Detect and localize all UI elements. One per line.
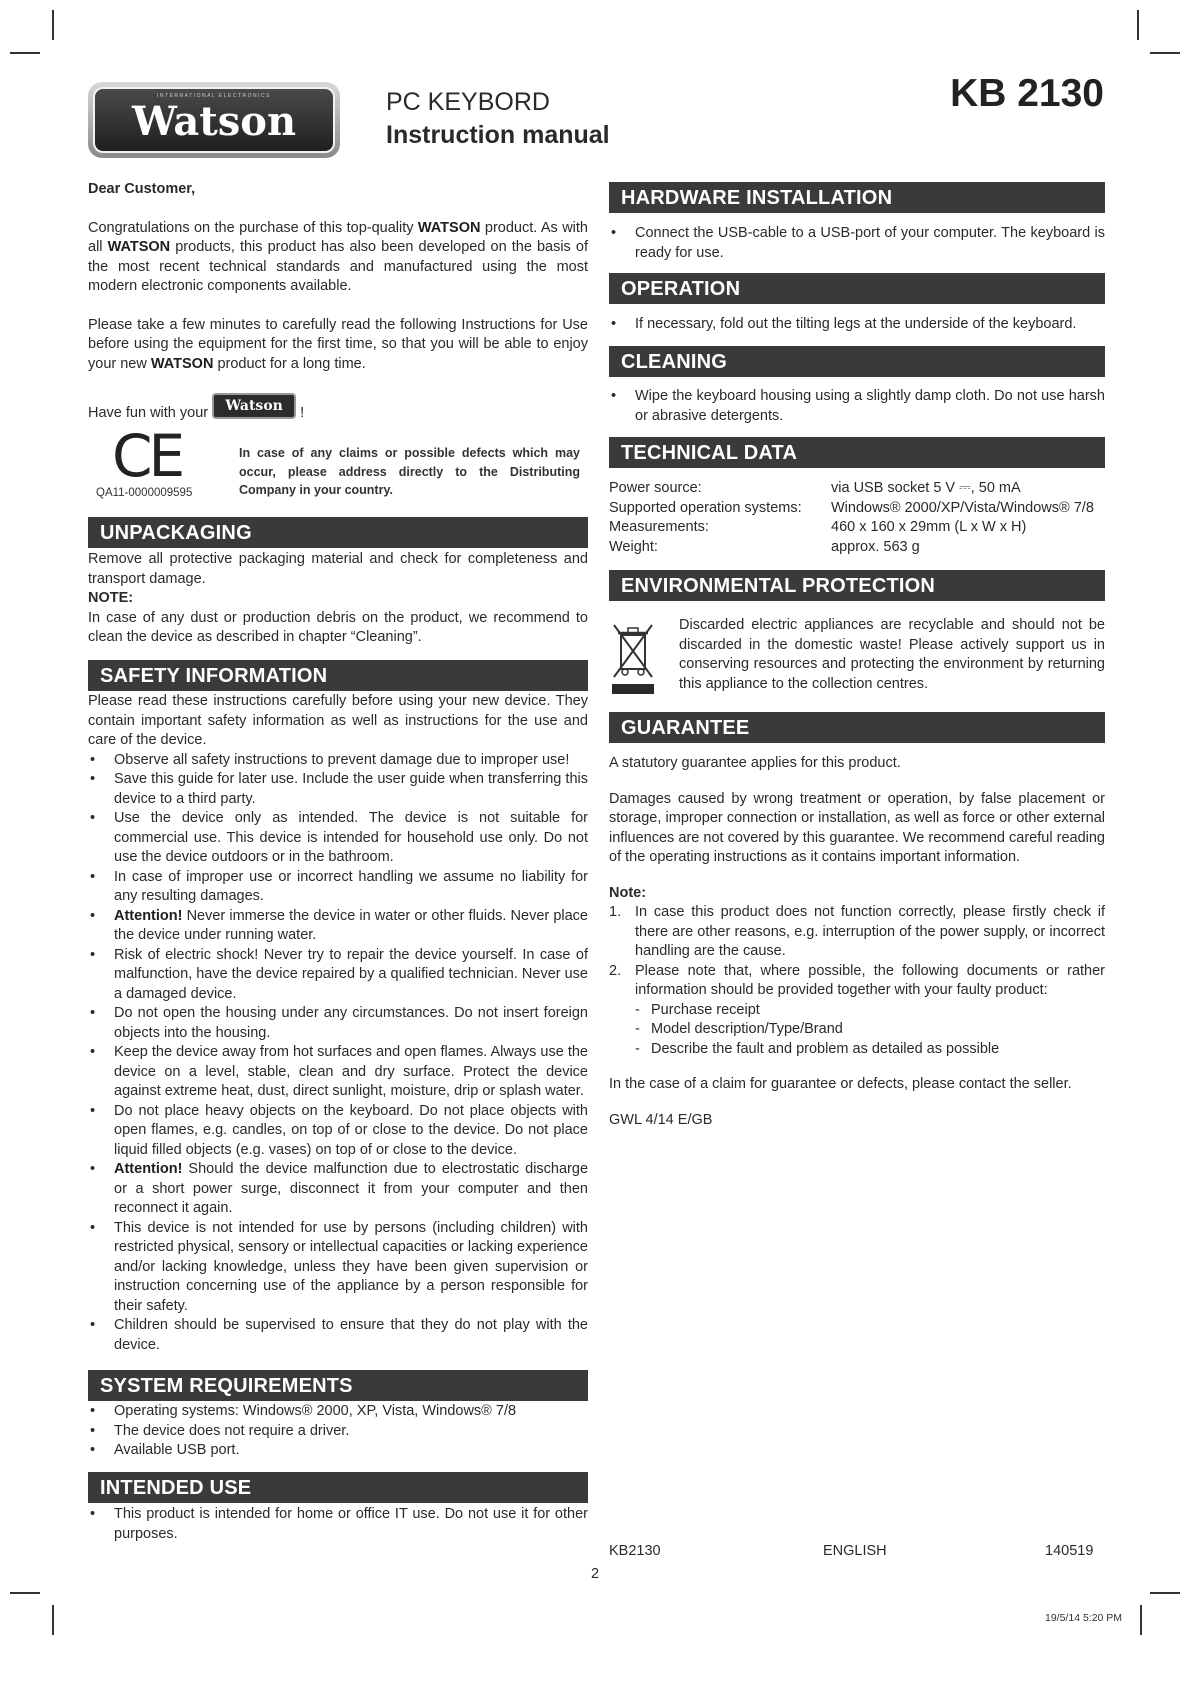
sysreq-section bbox=[88, 1402, 588, 1461]
list-item bbox=[635, 1020, 1105, 1040]
crop-mark bbox=[52, 10, 54, 40]
guarantee-p2: Damages caused by wrong treatment or operation, by false placement or storage, improper connection or installation, as well as force or other external influences are not covered by this guarantee. We recommend careful reading of the operating instructions as it contains important information. bbox=[609, 790, 1105, 865]
note-label: NOTE: bbox=[88, 590, 134, 606]
tech-value: Windows® 2000/XP/Vista/Windows® 7/8 bbox=[831, 499, 1094, 516]
tech-row bbox=[609, 479, 1105, 499]
intro-paragraph-2 bbox=[88, 316, 588, 375]
section-title: HARDWARE INSTALLATION bbox=[609, 182, 1105, 213]
unpackaging-note: In case of any dust or production debris on the product, we recommend to clean the device as described in chapter “Cleaning”. bbox=[88, 609, 588, 645]
attention-label: Attention! bbox=[114, 1161, 183, 1177]
watson-small-logo: Watson bbox=[212, 393, 296, 419]
tech-label: Measurements: bbox=[609, 519, 709, 535]
intended-section bbox=[88, 1505, 588, 1544]
section-title: OPERATION bbox=[609, 273, 1105, 304]
list-item bbox=[114, 907, 588, 946]
guarantee-section bbox=[609, 754, 1105, 1130]
crop-mark bbox=[1140, 1605, 1142, 1635]
doc-type: Instruction manual bbox=[386, 121, 610, 149]
intro-text: product for a long time. bbox=[213, 355, 366, 372]
model-title: KB 2130 bbox=[950, 72, 1104, 115]
tech-value: 460 x 160 x 29mm (L x W x H) bbox=[831, 519, 1027, 535]
tech-row bbox=[609, 538, 1105, 558]
list-item bbox=[609, 903, 1105, 962]
guarantee-ref: GWL 4/14 E/GB bbox=[609, 1111, 713, 1128]
brand-bold: WATSON bbox=[417, 219, 481, 236]
list-item: • Risk of electric shock! Never try to repair the device yourself. In case of malfunction, have the device repaired by a qualified technician. Never use a damaged device. bbox=[114, 946, 588, 1005]
tech-row bbox=[609, 518, 1105, 538]
unpackaging-text: Remove all protective packaging material and check for completeness and transport damage. bbox=[88, 551, 588, 587]
print-stamp: 19/5/14 5:20 PM bbox=[1045, 1612, 1123, 1624]
tech-row bbox=[609, 499, 1105, 519]
section-title: CLEANING bbox=[609, 346, 1105, 377]
list-item: • Observe all safety instructions to prevent damage due to improper use! bbox=[114, 751, 588, 771]
safety-intro: Please read these instructions carefully before using your new device. They contain important safety information as well as instructions for the use and care of the device. bbox=[88, 693, 588, 748]
crop-mark bbox=[10, 52, 40, 54]
have-fun-line bbox=[88, 398, 305, 424]
footer-model: KB2130 bbox=[609, 1543, 661, 1559]
page-number: 2 bbox=[591, 1566, 600, 1582]
tech-label: Supported operation systems: bbox=[609, 499, 802, 516]
list-number: 2. bbox=[609, 962, 622, 979]
intro-text: Congratulations on the purchase of this top-quality bbox=[88, 219, 418, 236]
section-title: ENVIRONMENTAL PROTECTION bbox=[609, 570, 1105, 601]
crop-mark bbox=[1137, 10, 1139, 40]
section-title: TECHNICAL DATA bbox=[609, 437, 1105, 468]
list-item: • Do not place heavy objects on the keyboard. Do not place objects with open flames, e.g. candles, on top of or close to the device. Do not place liquid filled objects (e.g. vases) on top of or close to the device. bbox=[114, 1102, 588, 1161]
unpackaging-section bbox=[88, 550, 588, 648]
cleaning-section bbox=[609, 387, 1105, 426]
list-item-text: Describe the fault and problem as detailed as possible bbox=[651, 1040, 1000, 1057]
claims-note: In case of any claims or possible defects which may occur, please address directly to the Distributing Company in your country. bbox=[239, 446, 580, 497]
environment-text: Discarded electric appliances are recyclable and should not be discarded in the domestic waste! Please actively support us in conserving resources and protecting the environment by returning this appliance to the collection centres. bbox=[679, 617, 1105, 692]
section-title: SAFETY INFORMATION bbox=[88, 660, 588, 691]
logo-subtext: INTERNATIONAL ELECTRONICS bbox=[157, 93, 271, 99]
have-fun-end: ! bbox=[300, 405, 305, 421]
list-item-text: Purchase receipt bbox=[651, 1001, 760, 1018]
list-item: • Wipe the keyboard housing using a slightly damp cloth. Do not use harsh or abrasive detergents. bbox=[635, 387, 1105, 426]
section-title: SYSTEM REQUIREMENTS bbox=[88, 1370, 588, 1401]
brand-bold: WATSON bbox=[107, 239, 171, 255]
technical-section bbox=[609, 479, 1105, 557]
tech-label: Power source: bbox=[609, 480, 702, 496]
logo-text: Watson bbox=[131, 98, 297, 145]
list-item bbox=[635, 1040, 1105, 1060]
list-item: • This device is not intended for use by persons (including children) with restricted physical, sensory or intellectual capacities or lacking experience and/or lacking knowledge, unless they have been given supervision or instruction concerning use of the appliance by a person responsible for their safety. bbox=[114, 1219, 588, 1317]
guarantee-p1: A statutory guarantee applies for this product. bbox=[609, 755, 901, 771]
list-item: • Save this guide for later use. Include the user guide when transferring this device to a third party. bbox=[114, 770, 588, 809]
intro-text: product. As with all bbox=[88, 219, 588, 255]
brand-bold: WATSON bbox=[150, 355, 214, 372]
tech-value: via USB socket 5 V ⎓, 50 mA bbox=[831, 480, 1021, 496]
intro-paragraph-1 bbox=[88, 219, 588, 297]
tech-label: Weight: bbox=[609, 538, 658, 555]
qa-code: QA11-0000009595 bbox=[96, 487, 193, 499]
list-number: 1. bbox=[609, 904, 622, 920]
list-item: • Connect the USB-cable to a USB-port of your computer. The keyboard is ready for use. bbox=[635, 224, 1105, 263]
section-title: UNPACKAGING bbox=[88, 517, 588, 548]
list-item-text: In case this product does not function correctly, please firstly check if there are other reasons, e.g. interruption of the power supply, or incorrect handling are the cause. bbox=[635, 904, 1105, 959]
crop-mark bbox=[1150, 1592, 1180, 1594]
list-item-text: Never immerse the device in water or other fluids. Never place the device under running water. bbox=[114, 907, 589, 943]
section-title: GUARANTEE bbox=[609, 712, 1105, 743]
footer-language: ENGLISH bbox=[823, 1543, 887, 1559]
intro-text: Please take a few minutes to carefully read the following Instructions for Use before using the equipment for the first time, so that you will be able to enjoy your new bbox=[88, 316, 588, 372]
list-item: • Available USB port. bbox=[114, 1441, 588, 1461]
have-fun-text: Have fun with your bbox=[88, 405, 209, 421]
safety-section bbox=[88, 692, 588, 1355]
list-item-text: Please note that, where possible, the following documents or rather information should be provided together with your faulty product: bbox=[635, 962, 1105, 998]
guarantee-p3: In the case of a claim for guarantee or defects, please contact the seller. bbox=[609, 1076, 1072, 1092]
list-item bbox=[635, 1001, 1105, 1021]
watson-logo bbox=[88, 82, 340, 158]
list-item: • The device does not require a driver. bbox=[114, 1422, 588, 1442]
greeting: Dear Customer, bbox=[88, 181, 196, 197]
list-item: • Children should be supervised to ensure that they do not play with the device. bbox=[114, 1316, 588, 1355]
product-line: PC KEYBORD bbox=[386, 88, 550, 116]
list-item: • Keep the device away from hot surfaces and open flames. Always use the device on a level, stable, clean and dry surface. Protect the device against extreme heat, dust, direct sunlight, moisture, drip or splash water. bbox=[114, 1043, 588, 1102]
hardware-section bbox=[609, 224, 1105, 263]
intro-text: products, this product has also been developed on the basis of the most recent technical standards and manufactured using the most modern electronic components available. bbox=[88, 239, 588, 294]
weee-bin-icon bbox=[610, 617, 656, 695]
list-item-text: Should the device malfunction due to electrostatic discharge or a short power surge, disconnect it from your computer and then reconnect it again. bbox=[114, 1161, 589, 1216]
section-title: INTENDED USE bbox=[88, 1472, 588, 1503]
list-item-text: Model description/Type/Brand bbox=[651, 1021, 843, 1037]
ce-mark: CE bbox=[112, 422, 182, 490]
list-item: • In case of improper use or incorrect handling we assume no liability for any resulting damages. bbox=[114, 868, 588, 907]
crop-mark bbox=[1150, 52, 1180, 54]
list-item: • Operating systems: Windows® 2000, XP, Vista, Windows® 7/8 bbox=[114, 1402, 588, 1422]
list-item: • Use the device only as intended. The device is not suitable for commercial use. This device is intended for household use only. Do not use the device outdoors or in the bathroom. bbox=[114, 809, 588, 868]
list-item bbox=[114, 1160, 588, 1219]
attention-label: Attention! bbox=[114, 907, 183, 924]
footer-code: 140519 bbox=[1045, 1543, 1094, 1559]
operation-section bbox=[609, 315, 1105, 335]
list-item: • If necessary, fold out the tilting legs at the underside of the keyboard. bbox=[635, 315, 1105, 335]
list-item: • This product is intended for home or office IT use. Do not use it for other purposes. bbox=[114, 1505, 588, 1544]
list-item bbox=[609, 962, 1105, 1001]
left-column bbox=[88, 180, 588, 374]
note-label: Note: bbox=[609, 884, 647, 901]
list-item: • Do not open the housing under any circumstances. Do not insert foreign objects into the housing. bbox=[114, 1004, 588, 1043]
crop-mark bbox=[52, 1605, 54, 1635]
crop-mark bbox=[10, 1592, 40, 1594]
tech-value: approx. 563 g bbox=[831, 538, 920, 555]
